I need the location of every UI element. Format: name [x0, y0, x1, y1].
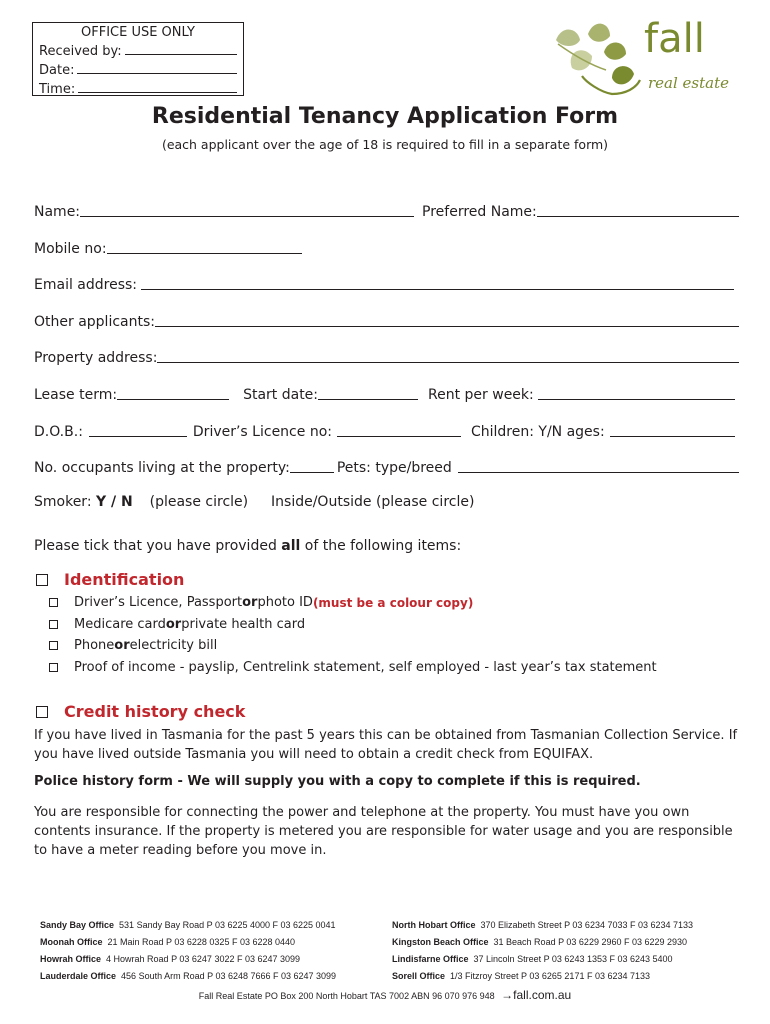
- office-entry: [392, 968, 693, 985]
- form-title: Residential Tenancy Application Form: [151, 104, 619, 129]
- dob-label: D.O.B.:: [34, 424, 83, 440]
- date-label: Date:: [39, 63, 75, 78]
- id-item-phone-bill: [49, 638, 217, 653]
- date-field[interactable]: [77, 61, 237, 74]
- office-details: 1/3 Fitzroy Street P 03 6265 2171 F 03 6234 7133: [450, 971, 651, 981]
- credit-history-section: [36, 702, 245, 721]
- occupants-row: [34, 456, 739, 476]
- occupants-field[interactable]: [290, 472, 334, 473]
- police-history-note: Police history form - We will supply you with a copy to complete if this is required.: [34, 774, 641, 789]
- start-date-field[interactable]: [318, 399, 418, 400]
- pets-field[interactable]: [458, 472, 739, 473]
- identification-heading: Identification: [64, 570, 185, 589]
- office-entry: [40, 917, 336, 934]
- time-row: [39, 80, 237, 99]
- other-applicants-label: Other applicants:: [34, 314, 155, 330]
- office-entry: [392, 917, 693, 934]
- id-item-text: Driver’s Licence, Passport: [74, 595, 243, 610]
- office-list-left: [40, 917, 336, 985]
- office-name: Moonah Office: [40, 937, 103, 947]
- office-use-box: [32, 22, 244, 96]
- id-item-text: Medicare card: [74, 617, 166, 632]
- credit-history-checkbox[interactable]: [36, 706, 48, 718]
- office-details: 31 Beach Road P 03 6229 2960 F 03 6229 2930: [493, 937, 688, 947]
- preferred-name-label: Preferred Name:: [422, 204, 537, 220]
- tick-intro: [34, 538, 461, 554]
- id-item-checkbox[interactable]: [49, 598, 58, 607]
- id-item-checkbox[interactable]: [49, 620, 58, 629]
- please-circle-note: (please circle): [149, 494, 249, 510]
- pets-label: Pets: type/breed: [336, 460, 452, 476]
- office-name: North Hobart Office: [392, 920, 476, 930]
- smoker-row: [34, 494, 474, 510]
- other-applicants-field[interactable]: [155, 326, 739, 327]
- office-entry: [40, 951, 336, 968]
- id-item-checkbox[interactable]: [49, 663, 58, 672]
- id-item-or: or: [165, 617, 182, 632]
- smoker-label: Smoker:: [34, 494, 92, 510]
- responsibility-text: You are responsible for connecting the power and telephone at the property. You must have you own contents insurance. If the property is metered you are responsible for water usage and you are responsible to have a meter reading before you move in.: [34, 805, 733, 858]
- lease-term-field[interactable]: [117, 399, 229, 400]
- office-list-right: [392, 917, 693, 985]
- footer-website-link[interactable]: →fall.com.au: [501, 988, 572, 1002]
- office-details: 37 Lincoln Street P 03 6243 1353 F 03 6243 5400: [473, 954, 673, 964]
- children-label: Children: Y/N ages:: [470, 424, 605, 440]
- property-address-row: [34, 346, 739, 366]
- preferred-name-field[interactable]: [537, 216, 739, 217]
- received-by-label: Received by:: [39, 44, 122, 59]
- received-by-row: [39, 42, 237, 61]
- id-item-text: Phone: [74, 638, 115, 653]
- id-item-checkbox[interactable]: [49, 641, 58, 650]
- office-name: Kingston Beach Office: [392, 937, 489, 947]
- email-field[interactable]: [141, 289, 734, 290]
- office-name: Sorell Office: [392, 971, 446, 981]
- office-name: Howrah Office: [40, 954, 102, 964]
- office-name: Sandy Bay Office: [40, 920, 115, 930]
- id-item-proof-of-income: [49, 660, 657, 675]
- children-field[interactable]: [610, 436, 735, 437]
- office-entry: [40, 968, 336, 985]
- identification-section: [36, 570, 184, 589]
- office-details: 531 Sandy Bay Road P 03 6225 4000 F 03 6225 0041: [119, 920, 336, 930]
- office-name: Lauderdale Office: [40, 971, 117, 981]
- office-details: 370 Elizabeth Street P 03 6234 7033 F 03 6234 7133: [480, 920, 694, 930]
- occupants-label: No. occupants living at the property:: [34, 460, 290, 476]
- smoker-options[interactable]: Y / N: [96, 494, 133, 510]
- rent-per-week-field[interactable]: [538, 399, 735, 400]
- office-details: 21 Main Road P 03 6228 0325 F 03 6228 0440: [107, 937, 295, 947]
- email-row: [34, 273, 739, 293]
- office-entry: [40, 934, 336, 951]
- fall-real-estate-logo: [548, 18, 738, 100]
- tick-intro-text-end: of the following items:: [300, 538, 462, 554]
- id-item-text: Proof of income - payslip, Centrelink statement, self employed - last year’s tax statement: [74, 660, 657, 675]
- tick-intro-text: Please tick that you have provided: [34, 538, 282, 554]
- footer: [0, 988, 770, 1002]
- name-field[interactable]: [80, 216, 414, 217]
- footer-address: Fall Real Estate PO Box 200 North Hobart TAS 7002 ABN 96 070 976 948: [198, 991, 495, 1001]
- office-entry: [392, 934, 693, 951]
- colour-copy-note: (must be a colour copy): [312, 595, 474, 610]
- id-item-medicare: [49, 617, 305, 632]
- start-date-label: Start date:: [243, 387, 319, 403]
- logo-wordmark: fall: [644, 16, 705, 62]
- received-by-field[interactable]: [125, 42, 237, 55]
- id-item-or: or: [242, 595, 258, 610]
- property-address-label: Property address:: [34, 350, 158, 366]
- form-subtitle: (each applicant over the age of 18 is required to fill in a separate form): [161, 137, 609, 152]
- property-address-field[interactable]: [157, 362, 739, 363]
- dob-row: [34, 420, 739, 440]
- id-item-text-end: private health card: [181, 617, 306, 632]
- credit-history-heading: Credit history check: [64, 702, 246, 721]
- id-item-text-end: electricity bill: [129, 638, 218, 653]
- tick-intro-bold: all: [281, 538, 301, 554]
- time-field[interactable]: [78, 80, 237, 93]
- office-details: 4 Howrah Road P 03 6247 3022 F 03 6247 3099: [106, 954, 301, 964]
- id-item-or: or: [114, 638, 130, 653]
- email-label: Email address:: [34, 277, 138, 293]
- date-row: [39, 61, 237, 80]
- name-label: Name:: [34, 204, 81, 220]
- drivers-licence-label: Driver’s Licence no:: [192, 424, 332, 440]
- name-row: [34, 200, 739, 220]
- time-label: Time:: [39, 82, 76, 97]
- leaf-icon: [548, 18, 648, 100]
- lease-row: [34, 383, 739, 403]
- mobile-row: [34, 237, 739, 257]
- office-entry: [392, 951, 693, 968]
- inside-outside-option[interactable]: Inside/Outside (please circle): [271, 494, 475, 510]
- logo-tagline: real estate: [648, 74, 730, 92]
- credit-history-text: If you have lived in Tasmania for the past 5 years this can be obtained from Tasmanian Collection Service. If you have lived outside Tasmania you will need to obtain a credit check from EQUIFAX.: [34, 728, 738, 762]
- identification-checkbox[interactable]: [36, 574, 48, 586]
- id-item-drivers-licence: [49, 595, 473, 610]
- id-item-text-end: photo ID: [257, 595, 313, 610]
- office-details: 456 South Arm Road P 03 6248 7666 F 03 6247 3099: [121, 971, 337, 981]
- drivers-licence-field[interactable]: [337, 436, 461, 437]
- rent-per-week-label: Rent per week:: [428, 387, 534, 403]
- lease-term-label: Lease term:: [34, 387, 118, 403]
- office-use-title: OFFICE USE ONLY: [81, 25, 195, 40]
- mobile-field[interactable]: [107, 253, 302, 254]
- other-applicants-row: [34, 310, 739, 330]
- mobile-label: Mobile no:: [34, 241, 107, 257]
- office-name: Lindisfarne Office: [392, 954, 469, 964]
- dob-field[interactable]: [89, 436, 187, 437]
